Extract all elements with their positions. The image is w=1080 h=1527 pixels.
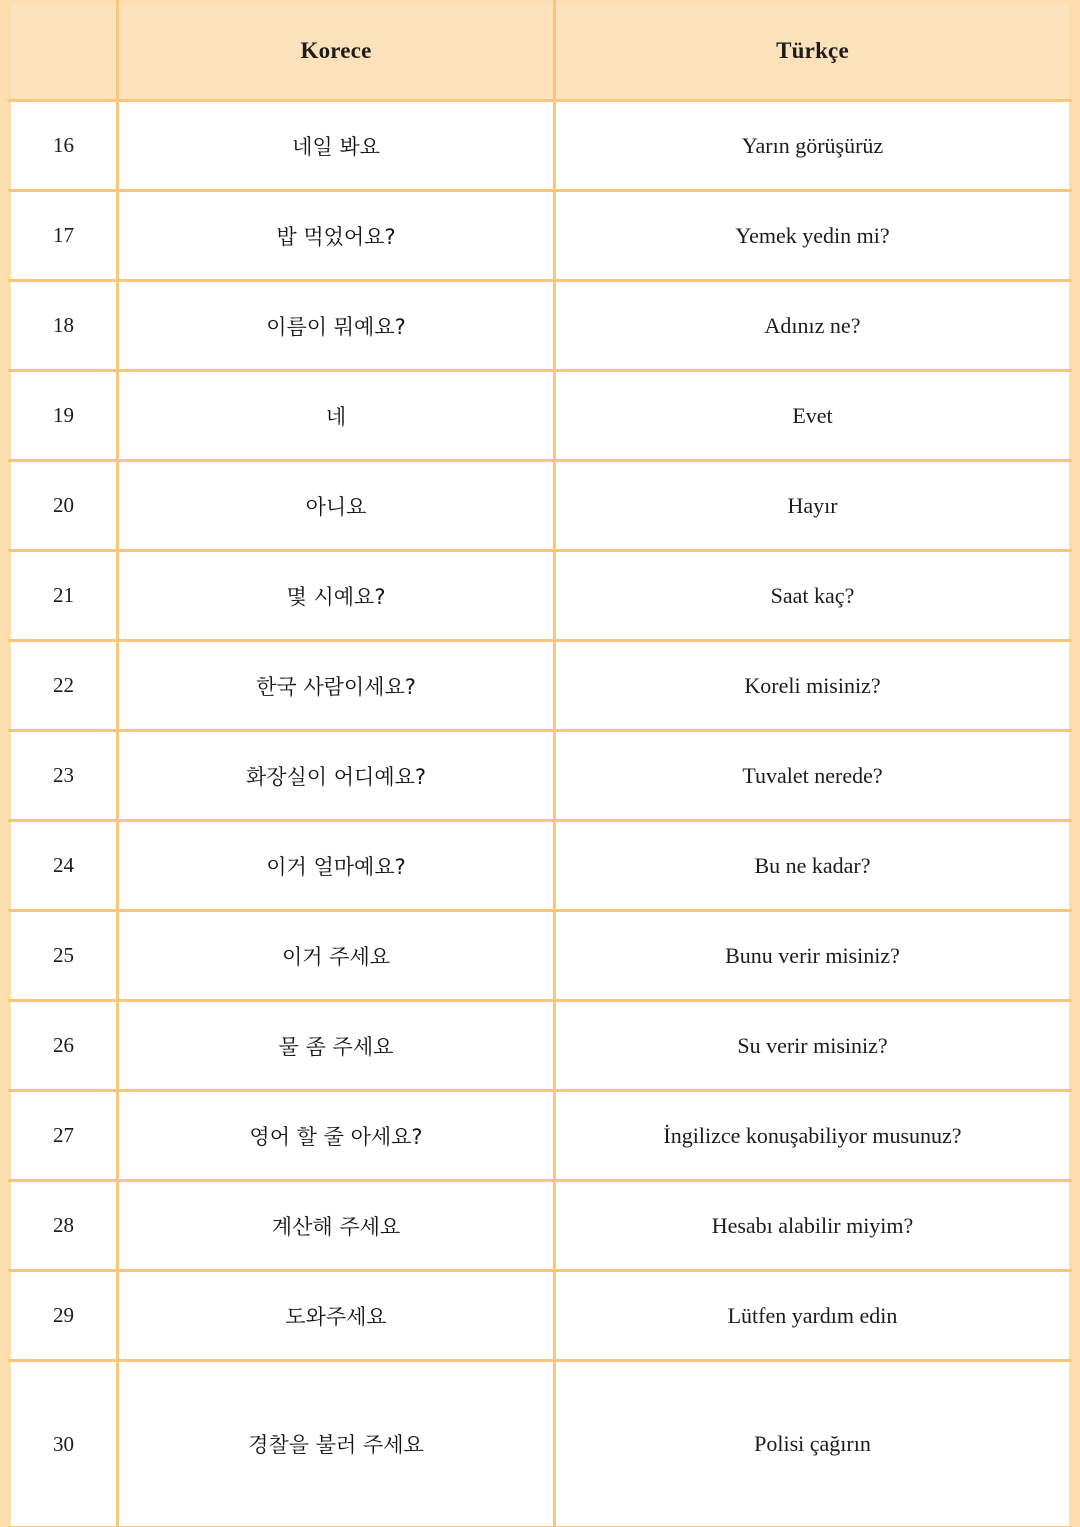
korean-phrase: 화장실이 어디예요?: [118, 731, 555, 821]
row-number: 28: [10, 1181, 118, 1271]
korean-phrase: 몇 시예요?: [118, 551, 555, 641]
row-number: 17: [10, 191, 118, 281]
turkish-phrase: Yemek yedin mi?: [555, 191, 1071, 281]
korean-phrase: 네일 봐요: [118, 101, 555, 191]
turkish-phrase: Hayır: [555, 461, 1071, 551]
table-row: [10, 1001, 1071, 1091]
row-number: 25: [10, 911, 118, 1001]
table-row: [10, 461, 1071, 551]
korean-phrase: 이거 얼마예요?: [118, 821, 555, 911]
row-number: 29: [10, 1271, 118, 1361]
table-row: [10, 281, 1071, 371]
vocabulary-table: [8, 0, 1072, 1527]
turkish-phrase: Su verir misiniz?: [555, 1001, 1071, 1091]
table-row: [10, 1271, 1071, 1361]
table-header: [10, 2, 1071, 101]
row-number: 20: [10, 461, 118, 551]
row-number: 27: [10, 1091, 118, 1181]
table-row: [10, 821, 1071, 911]
row-number: 24: [10, 821, 118, 911]
korean-phrase: 계산해 주세요: [118, 1181, 555, 1271]
table-row: [10, 1091, 1071, 1181]
row-number: 30: [10, 1361, 118, 1527]
table-row: [10, 101, 1071, 191]
turkish-phrase: Saat kaç?: [555, 551, 1071, 641]
row-number: 23: [10, 731, 118, 821]
table-row: [10, 551, 1071, 641]
turkish-phrase: Bu ne kadar?: [555, 821, 1071, 911]
korean-phrase: 아니요: [118, 461, 555, 551]
korean-phrase: 도와주세요: [118, 1271, 555, 1361]
row-number: 18: [10, 281, 118, 371]
table-row: [10, 1181, 1071, 1271]
row-number: 19: [10, 371, 118, 461]
korean-phrase: 한국 사람이세요?: [118, 641, 555, 731]
korean-phrase: 밥 먹었어요?: [118, 191, 555, 281]
turkish-phrase: Adınız ne?: [555, 281, 1071, 371]
turkish-phrase: Polisi çağırın: [555, 1361, 1071, 1527]
table-row: [10, 911, 1071, 1001]
table-row: [10, 371, 1071, 461]
row-number: 22: [10, 641, 118, 731]
header-turkce: Türkçe: [555, 2, 1071, 101]
turkish-phrase: Lütfen yardım edin: [555, 1271, 1071, 1361]
korean-phrase: 네: [118, 371, 555, 461]
row-number: 26: [10, 1001, 118, 1091]
korean-phrase: 영어 할 줄 아세요?: [118, 1091, 555, 1181]
row-number: 16: [10, 101, 118, 191]
korean-phrase: 이거 주세요: [118, 911, 555, 1001]
header-korece: Korece: [118, 2, 555, 101]
turkish-phrase: Hesabı alabilir miyim?: [555, 1181, 1071, 1271]
korean-phrase: 경찰을 불러 주세요: [118, 1361, 555, 1527]
turkish-phrase: Evet: [555, 371, 1071, 461]
table-body: [10, 101, 1071, 1527]
turkish-phrase: İngilizce konuşabiliyor musunuz?: [555, 1091, 1071, 1181]
table-row: [10, 731, 1071, 821]
table-row: [10, 641, 1071, 731]
table-row: [10, 191, 1071, 281]
header-row: [10, 2, 1071, 101]
turkish-phrase: Koreli misiniz?: [555, 641, 1071, 731]
header-number: [10, 2, 118, 101]
korean-phrase: 이름이 뭐예요?: [118, 281, 555, 371]
row-number: 21: [10, 551, 118, 641]
turkish-phrase: Tuvalet nerede?: [555, 731, 1071, 821]
turkish-phrase: Yarın görüşürüz: [555, 101, 1071, 191]
turkish-phrase: Bunu verir misiniz?: [555, 911, 1071, 1001]
table-row: [10, 1361, 1071, 1527]
korean-phrase: 물 좀 주세요: [118, 1001, 555, 1091]
